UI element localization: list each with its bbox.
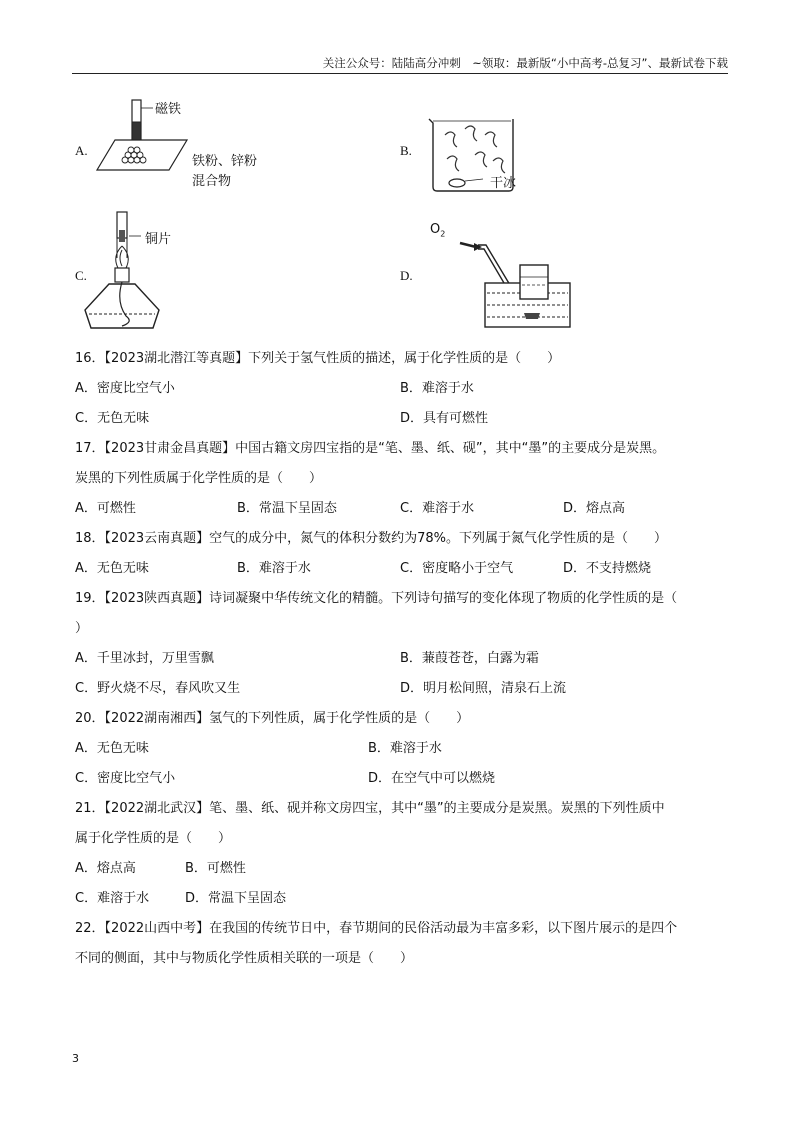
question-20-option-a: A．无色无味	[75, 741, 149, 756]
dry-ice	[449, 179, 465, 187]
page-header: 关注公众号：陆陆高分冲刺 ~领取：最新版“小中高考-总复习”、最新试卷下载	[322, 56, 728, 70]
lamp-body	[85, 284, 159, 328]
question-16-option-d: D．具有可燃性	[400, 411, 489, 426]
question-22-stem-line-2: 不同的侧面，其中与物质化学性质相关联的一项是（ ）	[75, 951, 414, 966]
question-21-option-d: D．常温下呈固态	[185, 891, 287, 906]
question-19-stem-line-1: 19．【2023陕西真题】诗词凝聚中华传统文化的精髓。下列诗句描写的变化体现了物质的化学性质的是（	[75, 591, 678, 606]
question-17-option-b: B．常温下呈固态	[237, 501, 337, 516]
figure-b-label: 干冰	[490, 176, 517, 191]
question-17-option-d: D．熔点高	[563, 501, 626, 516]
figure-a-label-powder: 铁粉、锌粉	[192, 154, 258, 169]
question-19-option-c: C．野火烧不尽，春风吹又生	[75, 681, 241, 696]
question-19-option-a: A．千里冰封，万里雪飘	[75, 651, 214, 666]
figure-c-letter: C.	[75, 268, 87, 283]
question-16-option-a: A．密度比空气小	[75, 381, 175, 396]
question-21-option-c: C．难溶于水	[75, 891, 150, 906]
question-17-option-c: C．难溶于水	[400, 501, 475, 516]
header-divider	[72, 73, 728, 74]
figure-d-letter: D.	[400, 268, 413, 283]
figure-a-label-magnet: 磁铁	[155, 102, 182, 117]
question-20-option-b: B．难溶于水	[368, 741, 442, 756]
question-20-option-c: C．密度比空气小	[75, 771, 176, 786]
question-21-option-a: A．熔点高	[75, 861, 136, 876]
figure-a-letter: A.	[75, 143, 88, 158]
question-19-option-d: D．明月松间照，清泉石上流	[400, 681, 567, 696]
gas-arrow	[460, 243, 476, 247]
question-18-stem: 18．【2023云南真题】空气的成分中，氮气的体积分数约为78%。下列属于氮气化学性质的是（ ）	[75, 531, 668, 546]
question-18-option-b: B．难溶于水	[237, 561, 311, 576]
question-18-option-a: A．无色无味	[75, 561, 149, 576]
bottle-stand	[524, 313, 540, 319]
question-16-option-b: B．难溶于水	[400, 381, 474, 396]
question-18-option-d: D．不支持燃烧	[563, 561, 652, 576]
question-19-stem-line-2: ）	[75, 621, 89, 636]
question-20-option-d: D．在空气中可以燃烧	[368, 771, 496, 786]
question-18-option-c: C．密度略小于空气	[400, 561, 514, 576]
question-19-option-b: B．蒹葭苍苍，白露为霜	[400, 651, 539, 666]
figure-c-lamp-diagram	[95, 210, 185, 335]
figure-c-label: 铜片	[145, 232, 172, 247]
lamp-neck	[115, 268, 129, 282]
question-21-option-b: B．可燃性	[185, 861, 246, 876]
question-16-option-c: C．无色无味	[75, 411, 150, 426]
question-17-option-a: A．可燃性	[75, 501, 136, 516]
question-17-stem-line-2: 炭黑的下列性质属于化学性质的是（ ）	[75, 471, 323, 486]
figure-a-label-mixture: 混合物	[192, 174, 232, 189]
question-22-stem-line-1: 22．【2022山西中考】在我国的传统节日中，春节期间的民俗活动最为丰富多彩，以下图片展示的是四个	[75, 921, 678, 936]
question-21-stem-line-2: 属于化学性质的是（ ）	[75, 831, 232, 846]
question-16-stem: 16．【2023湖北潜江等真题】下列关于氢气性质的描述，属于化学性质的是（ ）	[75, 351, 561, 366]
page-number: 3	[72, 1052, 79, 1065]
flame	[116, 246, 129, 268]
figure-b-beaker-diagram	[425, 115, 535, 195]
figure-d-gas-collection-diagram	[430, 235, 580, 335]
gas-bottle	[520, 265, 548, 299]
figure-d-label: $O_2$	[430, 222, 446, 239]
question-17-stem-line-1: 17．【2023甘肃金昌真题】中国古籍文房四宝指的是“笔、墨、纸、砚”，其中“墨”的主要成分是炭黑。	[75, 441, 666, 456]
copper-sheet	[119, 230, 125, 242]
question-21-stem-line-1: 21．【2022湖北武汉】笔、墨、纸、砚并称文房四宝，其中“墨”的主要成分是炭黑。炭黑的下列性质中	[75, 801, 665, 816]
question-20-stem: 20．【2022湖南湘西】氢气的下列性质，属于化学性质的是（ ）	[75, 711, 470, 726]
figure-b-letter: B.	[400, 143, 412, 158]
